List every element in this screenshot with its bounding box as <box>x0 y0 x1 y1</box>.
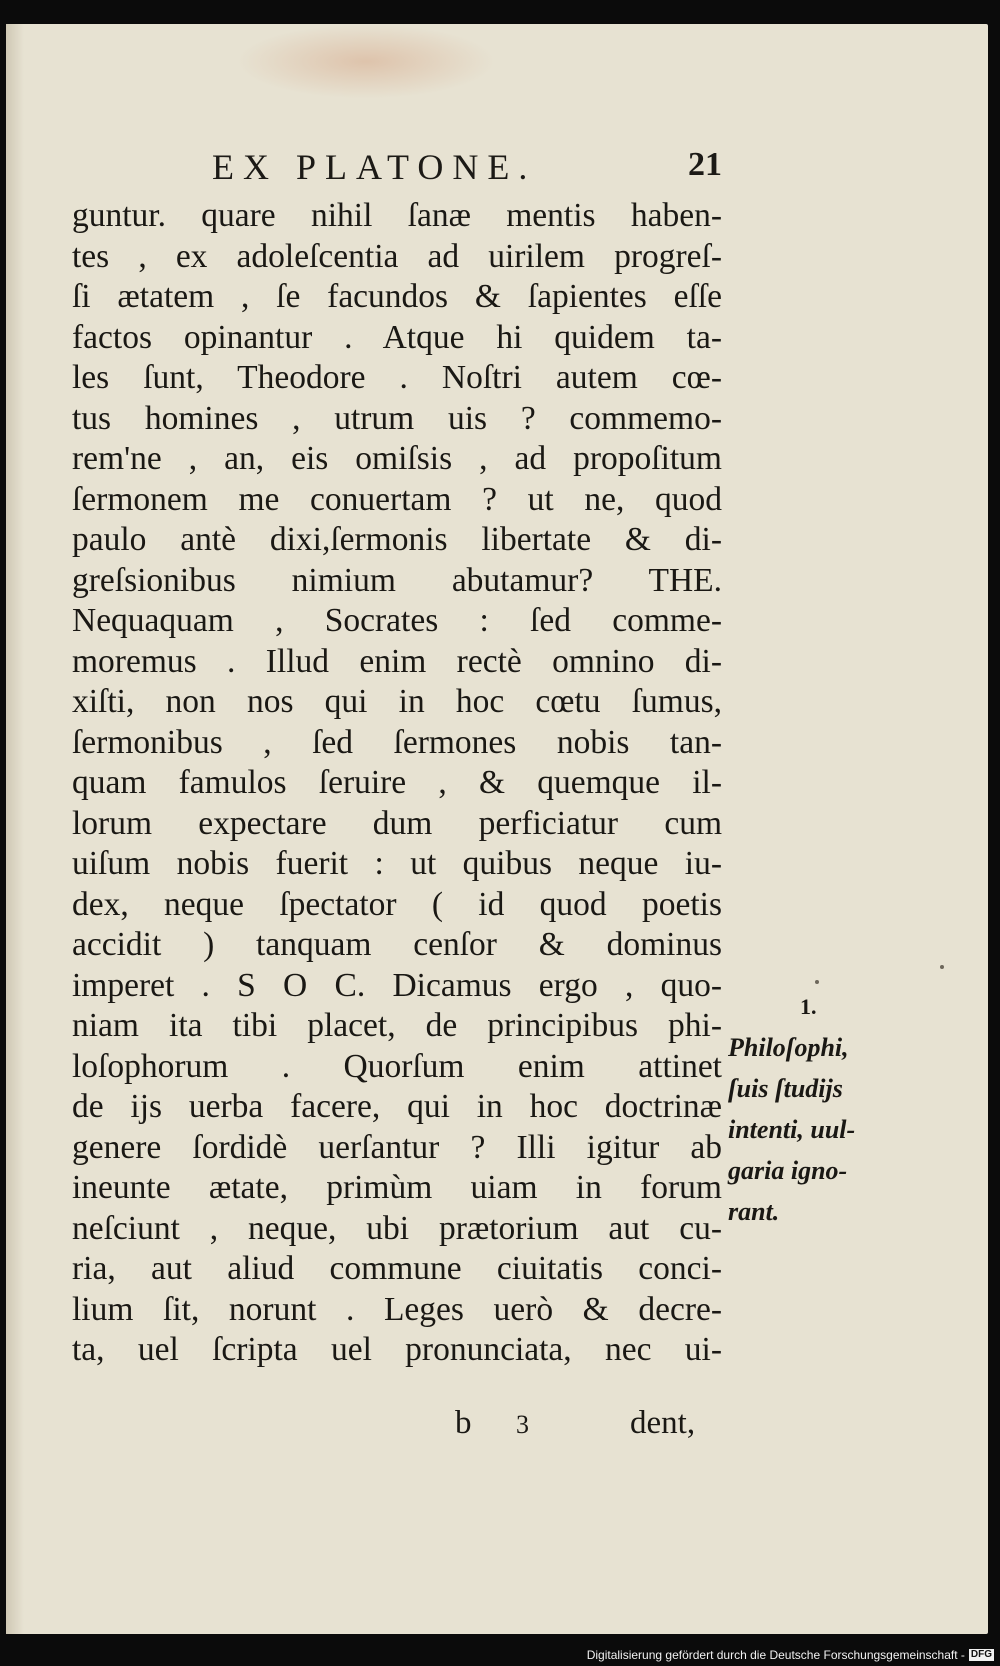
marginal-note <box>728 986 898 1232</box>
signature-number: 3 <box>516 1410 529 1439</box>
text-line: ſermonem me conuertam ? ut ne, quod <box>72 480 722 518</box>
text-line: ta, uel ſcripta uel pronunciata, nec ui- <box>72 1331 722 1368</box>
text-line: ſermonibus , ſed ſermones nobis tan- <box>72 723 722 761</box>
text-line: lorum expectare dum perficiatur cum <box>72 804 722 842</box>
text-line: de ijs uerba facere, qui in hoc doctrinæ <box>72 1088 722 1125</box>
text-line: greſsionibus nimium abutamur? THE. <box>72 561 722 599</box>
digitization-footer <box>587 1648 994 1662</box>
catchword: dent, <box>630 1405 696 1441</box>
text-line: tus homines , utrum uis ? commemo- <box>72 399 722 437</box>
text-line: niam ita tibi placet, de principibus phi- <box>72 1007 722 1044</box>
marginal-note-line: intenti, uul- <box>728 1115 856 1144</box>
text-line: genere ſordidè uerſantur ? Illi igitur ab <box>72 1128 722 1166</box>
marginal-note-line: garia igno- <box>728 1156 848 1185</box>
marginal-note-number: 1. <box>800 994 817 1019</box>
text-line: Nequaquam , Socrates : ſed comme- <box>72 602 722 639</box>
text-line: dex, neque ſpectator ( id quod poetis <box>72 885 722 923</box>
text-line: tes , ex adoleſcentia ad uirilem progreſ- <box>72 237 722 275</box>
text-line: imperet . S O C. Dicamus ergo , quo- <box>72 966 722 1004</box>
footer-credit: Digitalisierung gefördert durch die Deutsche Forschungsgemeinschaft - <box>586 1648 965 1662</box>
text-line: ria, aut aliud commune ciuitatis conci- <box>72 1250 722 1287</box>
marginal-note-line: Philoſophi, <box>728 1033 849 1062</box>
ink-speck <box>815 980 819 984</box>
ink-speck <box>940 965 944 969</box>
text-line: ſi ætatem , ſe facundos & ſapientes eſſe <box>72 278 722 315</box>
text-line: ineunte ætate, primùm uiam in forum <box>72 1169 722 1206</box>
text-line: lium ſit, norunt . Leges uerò & decre- <box>72 1290 722 1328</box>
paper-stain <box>236 24 496 99</box>
text-line: accidit ) tanquam cenſor & dominus <box>72 926 722 963</box>
text-line: paulo antè dixi,ſermonis libertate & di- <box>72 521 722 558</box>
running-head-title: EX PLATONE. <box>212 147 537 187</box>
text-line: loſophorum . Quorſum enim attinet <box>72 1047 722 1085</box>
text-line: uiſum nobis fuerit : ut quibus neque iu- <box>72 845 722 882</box>
page-number: 21 <box>688 146 722 183</box>
text-line: rem'ne , an, eis omiſsis , ad propoſitum <box>72 440 722 477</box>
text-line: les ſunt, Theodore . Noſtri autem cœ- <box>72 359 722 396</box>
text-line: guntur. quare nihil ſanæ mentis haben- <box>72 197 722 234</box>
text-line: neſciunt , neque, ubi prætorium aut cu- <box>72 1209 722 1247</box>
text-line: quam famulos ſeruire , & quemque il- <box>72 764 722 801</box>
text-line: moremus . Illud enim rectè omnino di- <box>72 642 722 680</box>
marginal-note-line: rant. <box>728 1197 780 1226</box>
dfg-logo-icon: DFG <box>970 1649 992 1660</box>
main-text-block <box>72 196 722 1371</box>
text-line: xiſti, non nos qui in hoc cœtu ſumus, <box>72 683 722 720</box>
signature-mark: b <box>455 1405 472 1441</box>
marginal-note-line: ſuis ſtudijs <box>728 1074 843 1103</box>
text-line: factos opinantur . Atque hi quidem ta- <box>72 318 722 356</box>
